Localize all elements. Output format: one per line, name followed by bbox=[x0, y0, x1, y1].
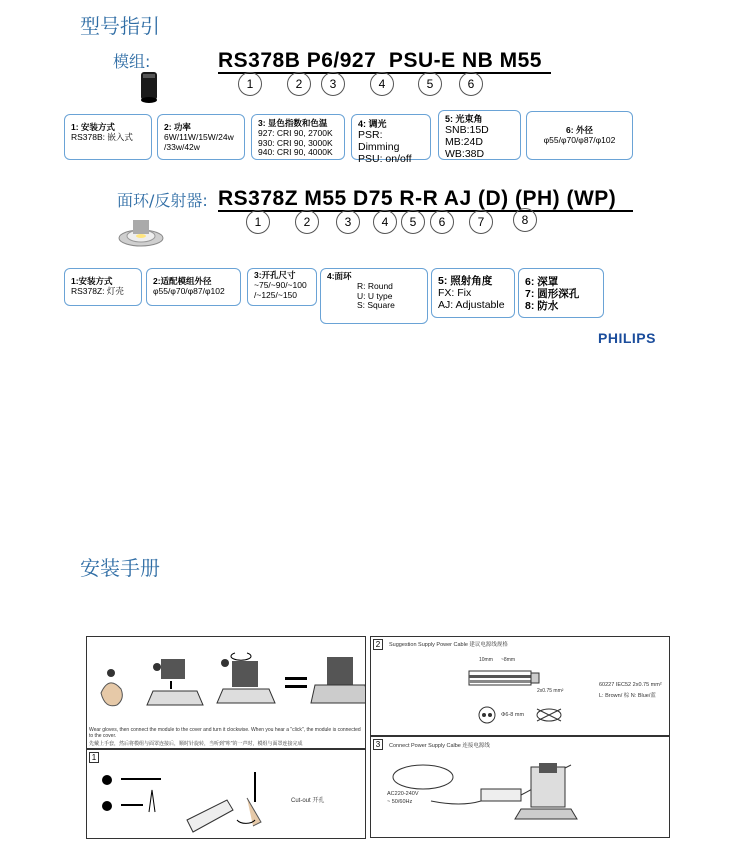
philips-logo: PHILIPS bbox=[598, 330, 656, 346]
cable-colors: L: Brown/ 棕 N: Blue/蓝 bbox=[599, 693, 656, 699]
module-marker-1: 1 bbox=[238, 72, 262, 96]
manual-panel-connect bbox=[370, 736, 670, 838]
module-marker-6: 6 bbox=[459, 72, 483, 96]
reflector-lamp-image bbox=[116, 216, 166, 252]
reflector-marker-8: 8 bbox=[513, 208, 537, 232]
connect-illustration bbox=[371, 737, 669, 837]
module-box-dimming: 4: 调光 PSR: Dimming PSU: on/off bbox=[351, 114, 431, 160]
frequency-label: ~ 50/60Hz bbox=[387, 799, 413, 805]
module-marker-5: 5 bbox=[418, 72, 442, 96]
reflector-box-options: 6: 深罩 7: 圆形深孔 8: 防水 bbox=[518, 268, 604, 318]
reflector-box-cutout: 3:开孔尺寸 ~75/~90/~100 /~125/~150 bbox=[247, 268, 317, 306]
cable-diameter: Φ6-8 mm bbox=[501, 712, 525, 718]
reflector-marker-7: 7 bbox=[469, 210, 493, 234]
reflector-code-underline bbox=[218, 210, 633, 212]
reflector-marker-4: 4 bbox=[373, 210, 397, 234]
cutout-label: Cut-out 开孔 bbox=[291, 798, 325, 804]
panel-3-title: Connect Power Supply Calbe 连接电源线 bbox=[389, 743, 490, 749]
cable-area: 2x0.75 mm² bbox=[537, 688, 564, 694]
manual-panel-assembly bbox=[86, 636, 366, 749]
assembly-caption-cn: 先戴上手套，然后将模组与面罩连接后，顺时针旋转，当听到"咔"的一声时，模组与面罩连接完成 bbox=[89, 741, 303, 747]
manual-panel-cutout bbox=[86, 749, 366, 839]
module-label: 模组: bbox=[113, 52, 151, 71]
module-lamp-image bbox=[138, 70, 160, 104]
module-marker-2: 2 bbox=[287, 72, 311, 96]
reflector-marker-5: 5 bbox=[401, 210, 425, 234]
reflector-box-fit: 2:适配模组外径 φ55/φ70/φ87/φ102 bbox=[146, 268, 241, 306]
reflector-label: 面环/反射器: bbox=[117, 191, 208, 210]
module-marker-3: 3 bbox=[321, 72, 345, 96]
reflector-box-ring: 4:面环 R: Round U: U type S: Square bbox=[320, 268, 428, 324]
module-box-diameter: 6: 外径 φ55/φ70/φ87/φ102 bbox=[526, 111, 633, 160]
cutout-illustration bbox=[87, 750, 365, 838]
assembly-caption: Wear gloves, then connect the module to the cover and turn it clockwise. When you hear a "click", the module is connected to the cover. bbox=[89, 727, 361, 739]
dim-8mm: ~8mm bbox=[501, 657, 516, 663]
panel-3-number: 3 bbox=[373, 739, 383, 750]
panel-2-title: Suggestion Supply Power Cable 建议电源线规格 bbox=[389, 642, 508, 648]
assembly-illustration bbox=[87, 637, 365, 729]
reflector-marker-1: 1 bbox=[246, 210, 270, 234]
manual-panel-cable-spec bbox=[370, 636, 670, 736]
panel-2-number: 2 bbox=[373, 639, 383, 650]
reflector-marker-3: 3 bbox=[336, 210, 360, 234]
module-box-power: 2: 功率 6W/11W/15W/24w /33w/42w bbox=[157, 114, 245, 160]
module-box-beam: 5: 光束角 SNB:15D MB:24D WB:38D bbox=[438, 110, 521, 160]
reflector-box-install: 1:安装方式 RS378Z: 灯壳 bbox=[64, 268, 142, 306]
model-guide-title: 型号指引 bbox=[80, 14, 160, 38]
install-manual-title: 安装手册 bbox=[80, 556, 160, 580]
module-box-cri: 3: 显色指数和色温 927: CRI 90, 2700K 930: CRI 90, 3000K 940: CRI 90, 4000K bbox=[251, 114, 345, 160]
panel-1-number: 1 bbox=[89, 752, 99, 763]
module-marker-4: 4 bbox=[370, 72, 394, 96]
voltage-label: AC220-240V bbox=[387, 791, 419, 797]
reflector-marker-6: 6 bbox=[430, 210, 454, 234]
dim-10mm: 10mm bbox=[479, 657, 493, 663]
reflector-code: RS378Z M55 D75 R-R AJ (D) (PH) (WP) bbox=[218, 187, 617, 210]
cable-spec: 60227 IEC52 2x0.75 mm² bbox=[599, 682, 662, 688]
reflector-marker-2: 2 bbox=[295, 210, 319, 234]
module-code: RS378B P6/927 PSU-E NB M55 bbox=[218, 49, 542, 72]
reflector-box-angle: 5: 照射角度 FX: Fix AJ: Adjustable bbox=[431, 268, 515, 318]
module-box-install: 1: 安装方式 RS378B: 嵌入式 bbox=[64, 114, 152, 160]
